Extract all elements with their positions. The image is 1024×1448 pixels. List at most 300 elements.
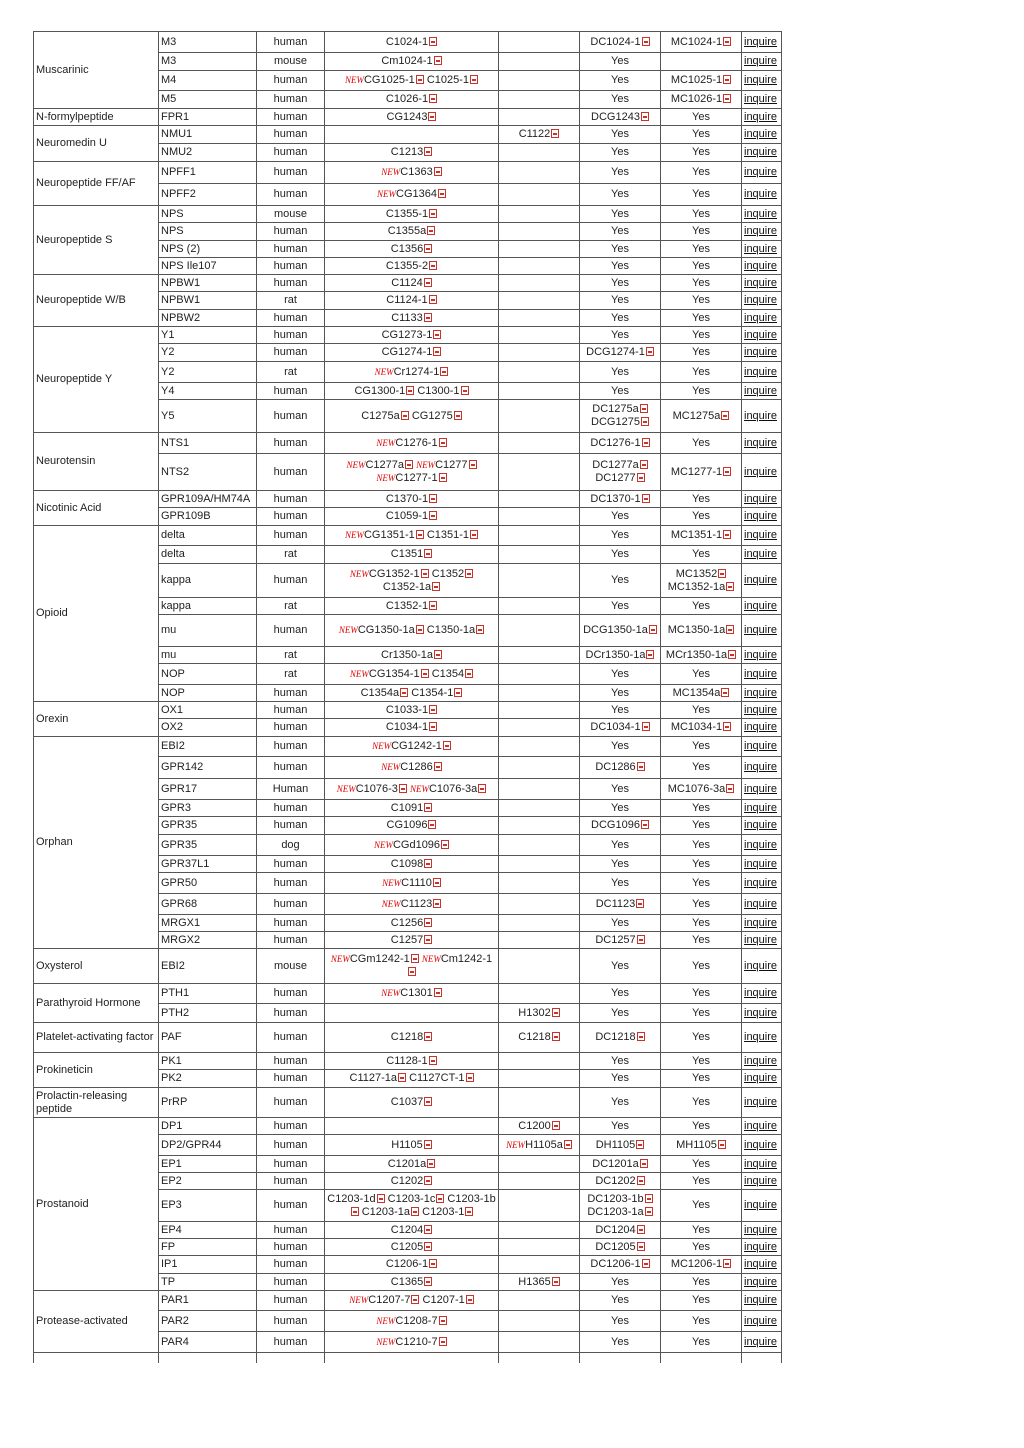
pdf-icon[interactable] — [636, 1140, 644, 1149]
product-code-link[interactable]: H1105a — [525, 1138, 563, 1151]
pdf-icon[interactable] — [461, 386, 469, 395]
product-code-link[interactable]: C1363 — [400, 166, 433, 178]
inquire-link[interactable]: inquire — [744, 146, 778, 158]
pdf-icon[interactable] — [377, 1194, 385, 1203]
product-code-link[interactable]: C1286 — [400, 761, 433, 773]
product-code-link[interactable]: DCG1096 — [591, 819, 640, 831]
product-code-link[interactable]: C1207-7 — [368, 1294, 411, 1306]
inquire-link[interactable]: inquire — [744, 933, 778, 946]
pdf-icon[interactable] — [428, 112, 436, 121]
pdf-icon[interactable] — [723, 530, 731, 539]
inquire-link[interactable]: inquire — [744, 1119, 778, 1132]
product-code-link[interactable]: Cm1024-1 — [381, 55, 433, 67]
product-code-link[interactable]: MC1034-1 — [670, 721, 723, 733]
inquire-link[interactable]: inquire — [744, 648, 778, 661]
inquire-link[interactable]: inquire — [744, 801, 778, 814]
pdf-icon[interactable] — [640, 460, 648, 469]
inquire-link[interactable]: inquire — [744, 1223, 778, 1236]
pdf-icon[interactable] — [723, 1259, 731, 1268]
pdf-icon[interactable] — [443, 741, 451, 750]
pdf-icon[interactable] — [411, 1207, 419, 1216]
product-code-link[interactable]: DC1204 — [595, 1223, 636, 1236]
product-code-link[interactable]: C1257 — [390, 933, 424, 946]
product-code-link[interactable]: C1208-7 — [395, 1314, 438, 1327]
inquire-link[interactable]: inquire — [744, 1072, 778, 1084]
product-code-link[interactable]: C1091 — [390, 801, 424, 814]
product-code-link[interactable]: CG1096 — [386, 819, 428, 831]
product-code-link[interactable]: CG1243 — [386, 110, 428, 123]
inquire-link[interactable]: inquire — [744, 259, 778, 272]
pdf-icon[interactable] — [429, 209, 437, 218]
pdf-icon[interactable] — [642, 438, 650, 447]
inquire-link[interactable]: inquire — [744, 492, 778, 505]
inquire-link[interactable]: inquire — [744, 1240, 778, 1253]
pdf-icon[interactable] — [636, 899, 644, 908]
pdf-icon[interactable] — [424, 803, 432, 812]
inquire-link[interactable]: inquire — [744, 1199, 778, 1211]
pdf-icon[interactable] — [429, 37, 437, 46]
product-code-link[interactable]: C1201a — [387, 1157, 427, 1170]
inquire-link[interactable]: inquire — [744, 110, 778, 123]
inquire-link[interactable]: inquire — [744, 1138, 778, 1151]
inquire-link[interactable]: inquire — [744, 838, 778, 851]
product-code-link[interactable]: C1365 — [390, 1275, 424, 1288]
inquire-link[interactable]: inquire — [744, 128, 778, 140]
pdf-icon[interactable] — [466, 1073, 474, 1082]
inquire-link[interactable]: inquire — [744, 74, 778, 86]
product-code-link[interactable]: C1025-1 — [426, 74, 470, 86]
pdf-icon[interactable] — [465, 1207, 473, 1216]
product-code-link[interactable]: CG1364 — [396, 188, 437, 200]
product-code-link[interactable]: DC1034-1 — [590, 721, 641, 733]
product-code-link[interactable]: C1202 — [390, 1174, 424, 1187]
inquire-link[interactable]: inquire — [744, 987, 778, 999]
product-code-link[interactable]: C1076-3a — [428, 782, 478, 795]
pdf-icon[interactable] — [469, 460, 477, 469]
pdf-icon[interactable] — [429, 295, 437, 304]
product-code-link[interactable]: CG1275 — [411, 409, 453, 422]
inquire-link[interactable]: inquire — [744, 207, 778, 220]
pdf-icon[interactable] — [723, 75, 731, 84]
inquire-link[interactable]: inquire — [744, 959, 778, 972]
pdf-icon[interactable] — [424, 313, 432, 322]
product-code-link[interactable]: C1256 — [390, 916, 424, 929]
pdf-icon[interactable] — [645, 1207, 653, 1216]
product-code-link[interactable]: CG1351-1 — [363, 529, 415, 541]
inquire-link[interactable]: inquire — [744, 510, 778, 522]
product-code-link[interactable]: DH1105 — [595, 1138, 636, 1151]
inquire-link[interactable]: inquire — [744, 1314, 778, 1327]
pdf-icon[interactable] — [429, 94, 437, 103]
inquire-link[interactable]: inquire — [744, 1054, 778, 1067]
pdf-icon[interactable] — [439, 1316, 447, 1325]
product-code-link[interactable]: DC1277a — [592, 459, 639, 471]
product-code-link[interactable]: C1205 — [390, 1240, 424, 1253]
inquire-link[interactable]: inquire — [744, 1096, 778, 1108]
pdf-icon[interactable] — [429, 601, 437, 610]
pdf-icon[interactable] — [721, 411, 729, 420]
pdf-icon[interactable] — [465, 569, 473, 578]
pdf-icon[interactable] — [411, 954, 419, 963]
product-code-link[interactable]: C1026-1 — [385, 93, 429, 105]
product-code-link[interactable]: MC1024-1 — [670, 35, 723, 48]
product-code-link[interactable]: DC1201a — [592, 1157, 639, 1170]
product-code-link[interactable]: CGd1096 — [392, 838, 441, 851]
product-code-link[interactable]: C1024-1 — [385, 35, 429, 48]
pdf-icon[interactable] — [476, 625, 484, 634]
product-code-link[interactable]: Cm1242-1 — [440, 953, 493, 965]
product-code-link[interactable]: CG1242-1 — [391, 740, 442, 752]
pdf-icon[interactable] — [434, 988, 442, 997]
inquire-link[interactable]: inquire — [744, 857, 778, 870]
inquire-link[interactable]: inquire — [744, 819, 778, 831]
product-code-link[interactable]: C1203-1 — [422, 1205, 465, 1218]
pdf-icon[interactable] — [552, 1277, 560, 1286]
product-code-link[interactable]: C1355-1 — [385, 207, 429, 220]
product-code-link[interactable]: DC1206-1 — [590, 1258, 641, 1270]
product-code-link[interactable]: DCG1350-1a — [583, 624, 648, 636]
product-code-link[interactable]: H1302 — [518, 1006, 551, 1019]
product-code-link[interactable]: C1124-1 — [386, 294, 428, 306]
pdf-icon[interactable] — [718, 1140, 726, 1149]
inquire-link[interactable]: inquire — [744, 328, 778, 341]
pdf-icon[interactable] — [434, 56, 442, 65]
inquire-link[interactable]: inquire — [744, 276, 778, 289]
pdf-icon[interactable] — [429, 511, 437, 520]
product-code-link[interactable]: MC1352-1a — [667, 580, 726, 593]
pdf-icon[interactable] — [421, 669, 429, 678]
pdf-icon[interactable] — [726, 582, 734, 591]
product-code-link[interactable]: C1300-1 — [417, 384, 460, 397]
pdf-icon[interactable] — [721, 688, 729, 697]
inquire-link[interactable]: inquire — [744, 721, 778, 733]
product-code-link[interactable]: DC1275a — [592, 403, 639, 415]
pdf-icon[interactable] — [424, 244, 432, 253]
inquire-link[interactable]: inquire — [744, 1275, 778, 1288]
product-code-link[interactable]: CG1350-1a — [357, 624, 415, 636]
product-code-link[interactable]: DC1203-1b — [587, 1192, 644, 1205]
pdf-icon[interactable] — [429, 261, 437, 270]
inquire-link[interactable]: inquire — [744, 916, 778, 929]
pdf-icon[interactable] — [718, 569, 726, 578]
product-code-link[interactable]: CG1352-1 — [368, 567, 420, 580]
pdf-icon[interactable] — [436, 1194, 444, 1203]
pdf-icon[interactable] — [470, 75, 478, 84]
pdf-icon[interactable] — [642, 494, 650, 503]
product-code-link[interactable]: MC1275a — [672, 409, 721, 422]
product-code-link[interactable]: C1352-1a — [382, 580, 432, 593]
pdf-icon[interactable] — [440, 367, 448, 376]
product-code-link[interactable]: DC1257 — [595, 933, 636, 946]
pdf-icon[interactable] — [424, 918, 432, 927]
product-code-link[interactable]: C1203-1b — [447, 1192, 496, 1205]
pdf-icon[interactable] — [429, 1259, 437, 1268]
product-code-link[interactable]: MC1026-1 — [670, 93, 723, 105]
pdf-icon[interactable] — [640, 404, 648, 413]
pdf-icon[interactable] — [433, 330, 441, 339]
pdf-icon[interactable] — [454, 411, 462, 420]
product-code-link[interactable]: C1356 — [390, 242, 424, 255]
product-code-link[interactable]: DCG1275 — [591, 416, 640, 428]
product-code-link[interactable]: DC1203-1a — [587, 1205, 644, 1218]
pdf-icon[interactable] — [723, 467, 731, 476]
product-code-link[interactable]: C1355-2 — [385, 259, 429, 272]
product-code-link[interactable]: CG1354-1 — [368, 667, 420, 680]
product-code-link[interactable]: MCr1350-1a — [665, 648, 728, 661]
product-code-link[interactable]: CG1300-1 — [354, 384, 406, 397]
inquire-link[interactable]: inquire — [744, 311, 778, 324]
pdf-icon[interactable] — [424, 1032, 432, 1041]
pdf-icon[interactable] — [646, 347, 654, 356]
pdf-icon[interactable] — [411, 1295, 419, 1304]
pdf-icon[interactable] — [649, 625, 657, 634]
pdf-icon[interactable] — [454, 688, 462, 697]
product-code-link[interactable]: CG1273-1 — [381, 328, 433, 341]
pdf-icon[interactable] — [641, 820, 649, 829]
pdf-icon[interactable] — [564, 1140, 572, 1149]
inquire-link[interactable]: inquire — [744, 365, 778, 378]
pdf-icon[interactable] — [428, 820, 436, 829]
inquire-link[interactable]: inquire — [744, 686, 778, 699]
product-code-link[interactable]: C1350-1a — [426, 624, 476, 636]
pdf-icon[interactable] — [421, 569, 429, 578]
pdf-icon[interactable] — [424, 1176, 432, 1185]
product-code-link[interactable]: DC1370-1 — [590, 492, 641, 505]
pdf-icon[interactable] — [424, 935, 432, 944]
product-code-link[interactable]: MH1105 — [676, 1138, 717, 1151]
pdf-icon[interactable] — [429, 494, 437, 503]
product-code-link[interactable]: C1098 — [390, 857, 424, 870]
pdf-icon[interactable] — [552, 1121, 560, 1130]
pdf-icon[interactable] — [641, 112, 649, 121]
pdf-icon[interactable] — [728, 650, 736, 659]
pdf-icon[interactable] — [726, 784, 734, 793]
product-code-link[interactable]: DC1024-1 — [590, 35, 641, 48]
product-code-link[interactable]: DC1123 — [595, 897, 636, 910]
pdf-icon[interactable] — [416, 530, 424, 539]
inquire-link[interactable]: inquire — [744, 667, 778, 680]
product-code-link[interactable]: DCG1243 — [591, 110, 640, 123]
pdf-icon[interactable] — [433, 878, 441, 887]
pdf-icon[interactable] — [400, 688, 408, 697]
inquire-link[interactable]: inquire — [744, 782, 778, 795]
inquire-link[interactable]: inquire — [744, 55, 778, 67]
pdf-icon[interactable] — [427, 226, 435, 235]
pdf-icon[interactable] — [470, 530, 478, 539]
product-code-link[interactable]: C1277 — [435, 459, 468, 471]
product-code-link[interactable]: C1351 — [390, 548, 424, 560]
product-code-link[interactable]: C1033-1 — [385, 703, 429, 716]
pdf-icon[interactable] — [424, 1140, 432, 1149]
inquire-link[interactable]: inquire — [744, 188, 778, 200]
product-code-link[interactable]: MC1025-1 — [670, 74, 723, 86]
pdf-icon[interactable] — [441, 840, 449, 849]
product-code-link[interactable]: CGm1242-1 — [349, 953, 410, 965]
pdf-icon[interactable] — [424, 1242, 432, 1251]
product-code-link[interactable]: C1277a — [365, 459, 405, 471]
pdf-icon[interactable] — [438, 189, 446, 198]
inquire-link[interactable]: inquire — [744, 876, 778, 889]
product-code-link[interactable]: C1122 — [518, 128, 551, 140]
inquire-link[interactable]: inquire — [744, 294, 778, 306]
inquire-link[interactable]: inquire — [744, 740, 778, 752]
pdf-icon[interactable] — [434, 650, 442, 659]
product-code-link[interactable]: C1110 — [401, 876, 432, 889]
pdf-icon[interactable] — [405, 460, 413, 469]
pdf-icon[interactable] — [637, 1176, 645, 1185]
pdf-icon[interactable] — [434, 167, 442, 176]
pdf-icon[interactable] — [637, 473, 645, 482]
pdf-icon[interactable] — [424, 1097, 432, 1106]
pdf-icon[interactable] — [416, 625, 424, 634]
product-code-link[interactable]: H1365 — [518, 1275, 551, 1288]
inquire-link[interactable]: inquire — [744, 93, 778, 105]
inquire-link[interactable]: inquire — [744, 703, 778, 716]
inquire-link[interactable]: inquire — [744, 548, 778, 560]
pdf-icon[interactable] — [637, 1242, 645, 1251]
product-code-link[interactable]: CG1274-1 — [381, 346, 433, 358]
pdf-icon[interactable] — [642, 37, 650, 46]
pdf-icon[interactable] — [723, 37, 731, 46]
product-code-link[interactable]: C1351-1 — [426, 529, 470, 541]
pdf-icon[interactable] — [465, 669, 473, 678]
pdf-icon[interactable] — [416, 75, 424, 84]
inquire-link[interactable]: inquire — [744, 574, 778, 586]
pdf-icon[interactable] — [408, 967, 416, 976]
product-code-link[interactable]: C1127CT-1 — [409, 1072, 465, 1084]
pdf-icon[interactable] — [434, 762, 442, 771]
pdf-icon[interactable] — [637, 935, 645, 944]
pdf-icon[interactable] — [424, 549, 432, 558]
pdf-icon[interactable] — [406, 386, 414, 395]
product-code-link[interactable]: C1203-1d — [327, 1192, 376, 1205]
pdf-icon[interactable] — [640, 1159, 648, 1168]
inquire-link[interactable]: inquire — [744, 529, 778, 541]
product-code-link[interactable]: C1218 — [390, 1031, 424, 1043]
inquire-link[interactable]: inquire — [744, 1157, 778, 1170]
product-code-link[interactable]: MC1206-1 — [670, 1258, 723, 1270]
product-code-link[interactable]: MC1277-1 — [670, 465, 723, 478]
product-code-link[interactable]: C1204 — [390, 1223, 424, 1236]
pdf-icon[interactable] — [641, 417, 649, 426]
product-code-link[interactable]: C1276-1 — [395, 436, 438, 449]
pdf-icon[interactable] — [723, 722, 731, 731]
inquire-link[interactable]: inquire — [744, 35, 778, 48]
product-code-link[interactable]: C1037 — [390, 1096, 424, 1108]
pdf-icon[interactable] — [432, 582, 440, 591]
pdf-icon[interactable] — [424, 278, 432, 287]
product-code-link[interactable]: DC1277 — [595, 472, 636, 484]
pdf-icon[interactable] — [424, 147, 432, 156]
inquire-link[interactable]: inquire — [744, 897, 778, 910]
pdf-icon[interactable] — [637, 762, 645, 771]
product-code-link[interactable]: DCG1274-1 — [586, 346, 645, 358]
product-code-link[interactable]: C1352-1 — [385, 599, 429, 612]
pdf-icon[interactable] — [723, 94, 731, 103]
pdf-icon[interactable] — [398, 1073, 406, 1082]
product-code-link[interactable]: C1352 — [431, 567, 465, 580]
pdf-icon[interactable] — [551, 129, 559, 138]
pdf-icon[interactable] — [642, 722, 650, 731]
product-code-link[interactable]: C1059-1 — [385, 510, 429, 522]
product-code-link[interactable]: C1128-1 — [386, 1054, 428, 1067]
product-code-link[interactable]: DC1276-1 — [590, 436, 641, 449]
product-code-link[interactable]: C1301 — [400, 987, 433, 999]
product-code-link[interactable]: C1213 — [390, 146, 424, 158]
pdf-icon[interactable] — [399, 784, 407, 793]
pdf-icon[interactable] — [637, 1225, 645, 1234]
inquire-link[interactable]: inquire — [744, 242, 778, 255]
product-code-link[interactable]: MC1351-1 — [670, 529, 723, 541]
inquire-link[interactable]: inquire — [744, 761, 778, 773]
product-code-link[interactable]: C1034-1 — [385, 721, 429, 733]
product-code-link[interactable]: C1354-1 — [411, 686, 454, 699]
pdf-icon[interactable] — [726, 625, 734, 634]
pdf-icon[interactable] — [552, 1032, 560, 1041]
pdf-icon[interactable] — [429, 722, 437, 731]
pdf-icon[interactable] — [637, 1032, 645, 1041]
product-code-link[interactable]: MC1350-1a — [667, 624, 726, 636]
inquire-link[interactable]: inquire — [744, 436, 778, 449]
product-code-link[interactable]: DC1286 — [595, 761, 636, 773]
pdf-icon[interactable] — [429, 705, 437, 714]
product-code-link[interactable]: C1354 — [431, 667, 465, 680]
product-code-link[interactable]: C1203-1a — [361, 1205, 411, 1218]
pdf-icon[interactable] — [439, 1337, 447, 1346]
pdf-icon[interactable] — [645, 1194, 653, 1203]
product-code-link[interactable]: C1275a — [361, 409, 400, 422]
inquire-link[interactable]: inquire — [744, 346, 778, 358]
pdf-icon[interactable] — [478, 784, 486, 793]
inquire-link[interactable]: inquire — [744, 1174, 778, 1187]
product-code-link[interactable]: C1206-1 — [385, 1258, 429, 1270]
inquire-link[interactable]: inquire — [744, 599, 778, 612]
inquire-link[interactable]: inquire — [744, 384, 778, 397]
product-code-link[interactable]: C1133 — [391, 311, 423, 324]
pdf-icon[interactable] — [433, 899, 441, 908]
product-code-link[interactable]: C1127-1a — [349, 1072, 397, 1084]
pdf-icon[interactable] — [642, 1259, 650, 1268]
product-code-link[interactable]: C1277-1 — [395, 472, 438, 484]
pdf-icon[interactable] — [401, 411, 409, 420]
product-code-link[interactable]: DC1202 — [595, 1174, 636, 1187]
inquire-link[interactable]: inquire — [744, 1031, 778, 1043]
product-code-link[interactable]: DC1205 — [595, 1240, 636, 1253]
inquire-link[interactable]: inquire — [744, 1006, 778, 1019]
product-code-link[interactable]: C1218 — [518, 1031, 551, 1043]
product-code-link[interactable]: C1210-7 — [395, 1335, 438, 1348]
inquire-link[interactable]: inquire — [744, 409, 778, 422]
product-code-link[interactable]: C1370-1 — [385, 492, 429, 505]
pdf-icon[interactable] — [439, 473, 447, 482]
inquire-link[interactable]: inquire — [744, 465, 778, 478]
pdf-icon[interactable] — [424, 859, 432, 868]
pdf-icon[interactable] — [439, 438, 447, 447]
product-code-link[interactable]: C1076-3 — [355, 782, 398, 795]
product-code-link[interactable]: C1354a — [360, 686, 400, 699]
inquire-link[interactable]: inquire — [744, 1294, 778, 1306]
pdf-icon[interactable] — [429, 1056, 437, 1065]
product-code-link[interactable]: MC1076-3a — [667, 782, 726, 795]
pdf-icon[interactable] — [427, 1159, 435, 1168]
product-code-link[interactable]: MC1352 — [675, 567, 718, 580]
inquire-link[interactable]: inquire — [744, 1335, 778, 1348]
pdf-icon[interactable] — [646, 650, 654, 659]
product-code-link[interactable]: C1207-1 — [422, 1294, 465, 1306]
pdf-icon[interactable] — [552, 1008, 560, 1017]
inquire-link[interactable]: inquire — [744, 624, 778, 636]
product-code-link[interactable]: MC1354a — [672, 686, 721, 699]
